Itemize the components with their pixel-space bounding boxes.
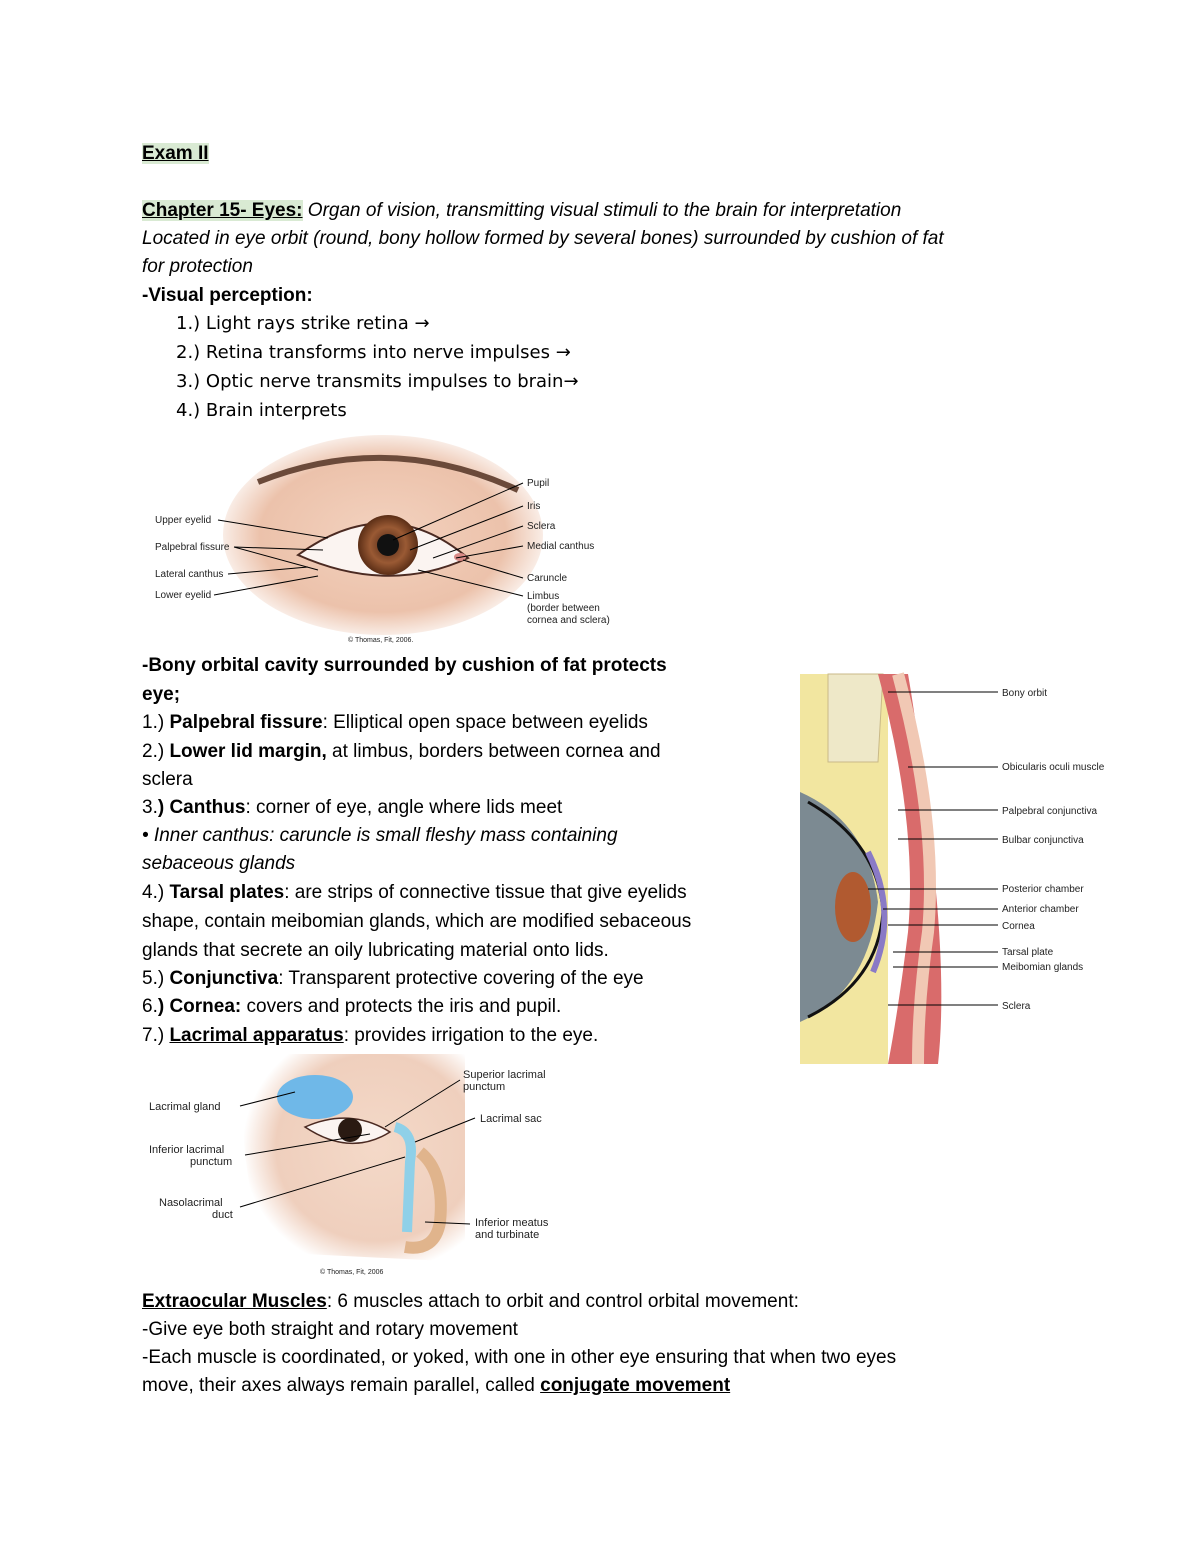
label-sclera: Sclera bbox=[1002, 1001, 1031, 1012]
pupil bbox=[377, 534, 399, 556]
external-eye-figure bbox=[148, 430, 628, 645]
eye-section-figure bbox=[798, 672, 1128, 1064]
orbital-item-6: 6.) Cornea: covers and protects the iris and pupil. bbox=[142, 996, 562, 1017]
label-sclera: Sclera bbox=[527, 521, 556, 532]
label-posterior-chamber: Posterior chamber bbox=[1002, 884, 1084, 895]
label-anterior-chamber: Anterior chamber bbox=[1002, 904, 1079, 915]
label-inferior-punctum-2: punctum bbox=[190, 1156, 233, 1168]
label-lacrimal-sac: Lacrimal sac bbox=[480, 1113, 542, 1125]
lacrimal-gland-shape bbox=[277, 1075, 353, 1119]
label-pupil: Pupil bbox=[527, 478, 550, 489]
extraocular-line-4: move, their axes always remain parallel, called conjugate movement bbox=[142, 1375, 731, 1396]
orbital-item-2-cont: sclera bbox=[142, 769, 193, 790]
exam-title: Exam II bbox=[142, 143, 209, 164]
orbital-bullet-1: • Inner canthus: caruncle is small fleshy mass containing bbox=[142, 825, 618, 846]
label-medial-canthus: Medial canthus bbox=[527, 541, 595, 552]
extraocular-line-3: -Each muscle is coordinated, or yoked, with one in other eye ensuring that when two eyes bbox=[142, 1347, 897, 1368]
chapter-intro-line-1: Chapter 15- Eyes: Organ of vision, transmitting visual stimuli to the brain for interpretation bbox=[142, 200, 902, 221]
perception-step: 3.) Optic nerve transmits impulses to brain→ bbox=[176, 371, 579, 392]
perception-step: 4.) Brain interprets bbox=[176, 400, 347, 421]
label-palpebral-conjunctiva: Palpebral conjunctiva bbox=[1002, 806, 1098, 817]
chapter-intro-line-2: Located in eye orbit (round, bony hollow formed by several bones) surrounded by cushion of fat bbox=[142, 228, 944, 249]
perception-step: 1.) Light rays strike retina → bbox=[176, 313, 430, 334]
label-inferior-meatus: Inferior meatus bbox=[475, 1217, 549, 1229]
orbital-item-5: 5.) Conjunctiva: Transparent protective covering of the eye bbox=[142, 968, 644, 989]
orbital-bullet-2: sebaceous glands bbox=[142, 853, 296, 874]
figure-credit: © Thomas, Fit, 2006. bbox=[348, 637, 414, 644]
label-nasolacrimal: Nasolacrimal bbox=[159, 1197, 223, 1209]
orbital-item-1: 1.) Palpebral fissure: Elliptical open space between eyelids bbox=[142, 712, 648, 733]
label-lacrimal-gland: Lacrimal gland bbox=[149, 1101, 221, 1113]
bony-orbit bbox=[828, 674, 883, 762]
label-caruncle: Caruncle bbox=[527, 573, 568, 584]
chapter-intro-line-3: for protection bbox=[142, 256, 253, 277]
label-iris: Iris bbox=[527, 501, 541, 512]
label-lower-eyelid: Lower eyelid bbox=[155, 590, 212, 601]
extraocular-term: Extraocular Muscles bbox=[142, 1291, 327, 1312]
label-superior-punctum-2: punctum bbox=[463, 1081, 506, 1093]
label-tarsal-plate: Tarsal plate bbox=[1002, 947, 1054, 958]
orbital-item-4-cont: shape, contain meibomian glands, which are modified sebaceous bbox=[142, 911, 692, 932]
label-palpebral-fissure: Palpebral fissure bbox=[155, 542, 230, 553]
label-inferior-punctum: Inferior lacrimal bbox=[149, 1144, 225, 1156]
chapter-heading: Chapter 15- Eyes: bbox=[142, 200, 303, 221]
lens-iris bbox=[835, 872, 871, 942]
orbital-heading-1: -Bony orbital cavity surrounded by cushion of fat protects bbox=[142, 655, 667, 676]
perception-step: 2.) Retina transforms into nerve impulses → bbox=[176, 342, 571, 363]
label-bulbar-conjunctiva: Bulbar conjunctiva bbox=[1002, 835, 1084, 846]
orbital-item-4: 4.) Tarsal plates: are strips of connective tissue that give eyelids bbox=[142, 882, 687, 903]
label-superior-punctum: Superior lacrimal bbox=[463, 1069, 546, 1081]
label-lateral-canthus: Lateral canthus bbox=[155, 569, 224, 580]
figure-credit: © Thomas, Fit, 2006 bbox=[320, 1269, 384, 1276]
extraocular-line-2: -Give eye both straight and rotary movement bbox=[142, 1319, 518, 1340]
extraocular-line-1: Extraocular Muscles: 6 muscles attach to orbit and control orbital movement: bbox=[142, 1291, 799, 1312]
label-upper-eyelid: Upper eyelid bbox=[155, 515, 212, 526]
orbital-item-2: 2.) Lower lid margin, at limbus, borders between cornea and bbox=[142, 741, 661, 762]
orbital-heading-2: eye; bbox=[142, 684, 181, 705]
label-meibomian-glands: Meibomian glands bbox=[1002, 962, 1084, 973]
label-limbus-detail: (border between bbox=[527, 603, 600, 614]
conjugate-movement-term: conjugate movement bbox=[540, 1375, 731, 1396]
orbital-item-3: 3.) Canthus: corner of eye, angle where lids meet bbox=[142, 797, 563, 818]
visual-perception-heading: -Visual perception: bbox=[142, 285, 313, 306]
label-limbus: Limbus bbox=[527, 591, 560, 602]
orbital-item-7: 7.) Lacrimal apparatus: provides irrigation to the eye. bbox=[142, 1025, 599, 1046]
label-nasolacrimal-2: duct bbox=[212, 1209, 233, 1221]
orbital-item-4-cont: glands that secrete an oily lubricating material onto lids. bbox=[142, 940, 609, 961]
label-limbus-detail: cornea and sclera) bbox=[527, 615, 610, 626]
label-bony-orbit: Bony orbit bbox=[1002, 688, 1048, 699]
label-inferior-meatus-2: and turbinate bbox=[475, 1229, 540, 1241]
lacrimal-figure bbox=[145, 1052, 575, 1280]
label-cornea: Cornea bbox=[1002, 921, 1035, 932]
label-obicularis: Obicularis oculi muscle bbox=[1002, 762, 1105, 773]
